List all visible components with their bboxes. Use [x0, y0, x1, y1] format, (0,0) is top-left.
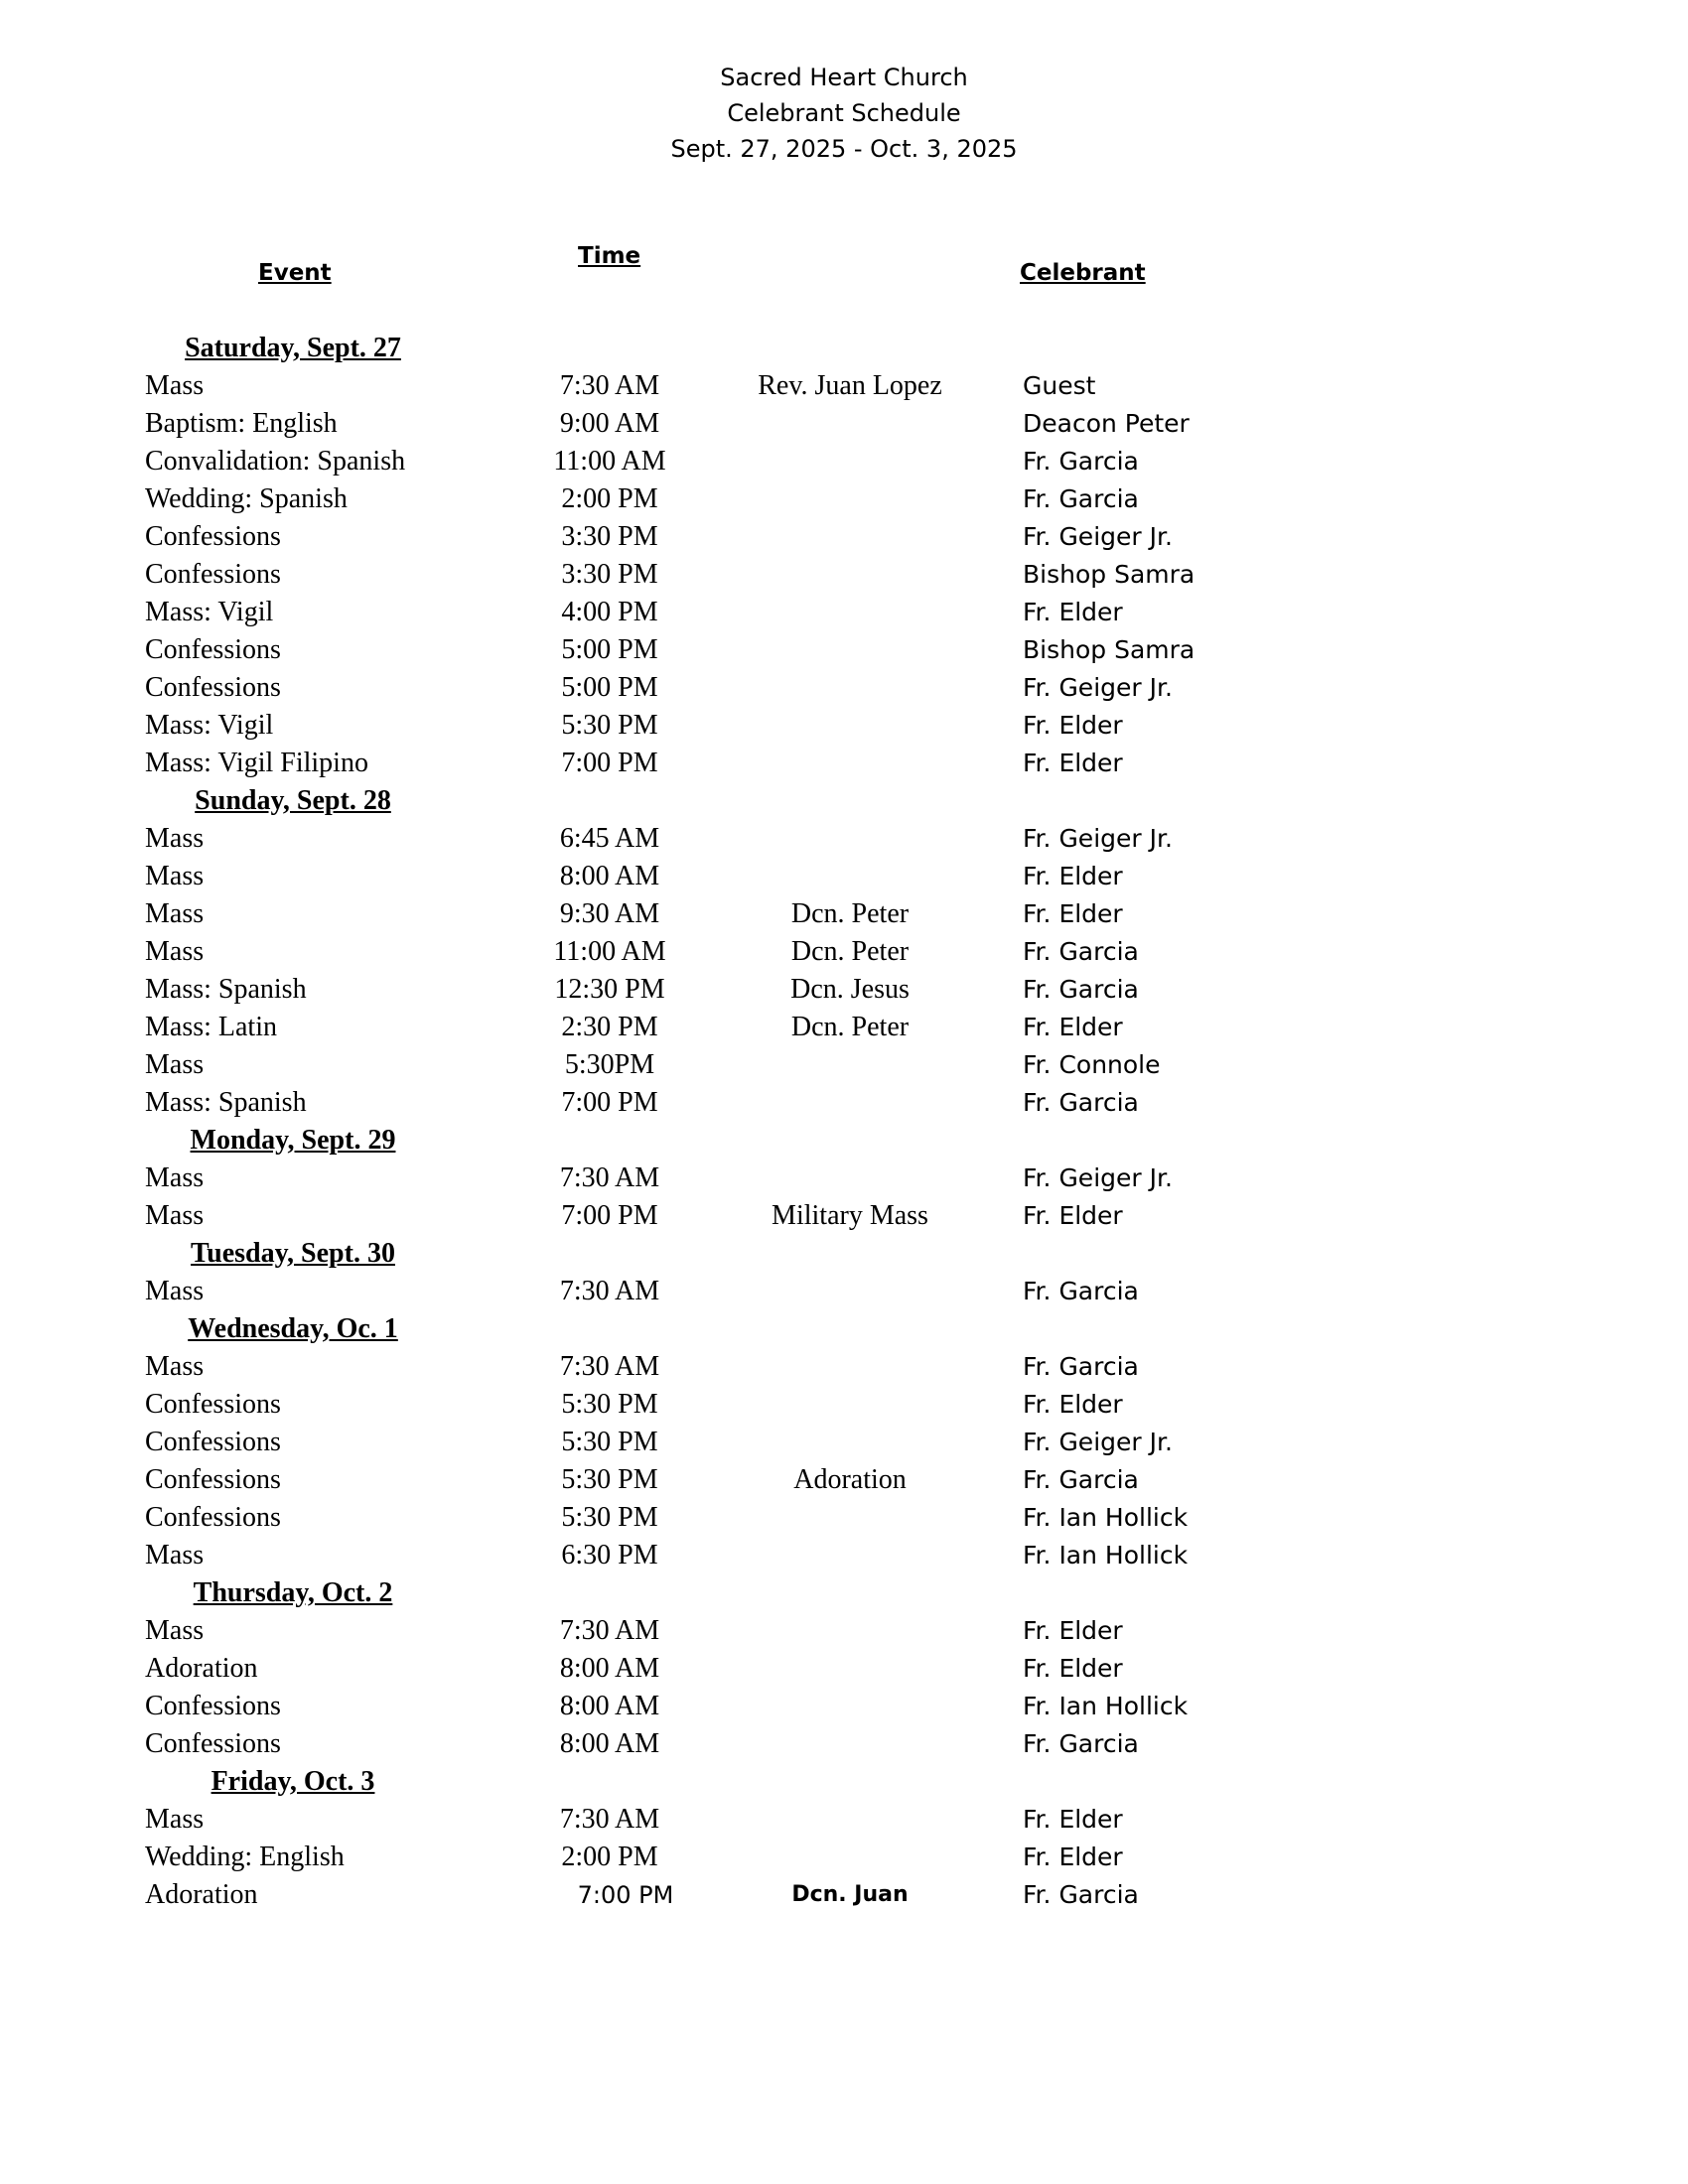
time-text: 6:45 AM [559, 823, 660, 854]
time-text: 7:00 PM [561, 1087, 658, 1118]
event-cell: Mass [145, 1276, 205, 1306]
event-cell: Mass: Latin [145, 1012, 277, 1042]
day-heading: Wednesday, Oc. 1 [188, 1313, 398, 1344]
schedule-row [0, 1273, 1688, 1310]
event-cell: Mass [145, 1049, 205, 1080]
celebrant-cell: Fr. Garcia [1023, 447, 1139, 476]
celebrant-cell: Fr. Geiger Jr. [1023, 673, 1173, 702]
event-cell: Confessions [145, 521, 281, 552]
event-cell: Mass: Spanish [145, 974, 307, 1005]
time-text: 6:30 PM [561, 1540, 658, 1570]
event-cell: Mass [145, 1162, 205, 1193]
celebrant-cell: Fr. Ian Hollick [1023, 1503, 1189, 1532]
time-text: 7:30 AM [559, 1276, 660, 1306]
time-text: 3:30 PM [561, 559, 658, 590]
schedule-row [0, 556, 1688, 594]
celebrant-cell: Fr. Elder [1023, 1805, 1123, 1834]
celebrant-cell: Fr. Elder [1023, 1013, 1123, 1041]
time-text: 7:30 AM [559, 1615, 660, 1646]
celebrant-cell: Fr. Elder [1023, 1654, 1123, 1683]
event-cell: Mass: Vigil [145, 710, 274, 741]
time-text: 3:30 PM [561, 521, 658, 552]
time-text: 8:00 AM [559, 1728, 660, 1759]
celebrant-cell: Fr. Elder [1023, 1616, 1123, 1645]
celebrant-cell: Bishop Samra [1023, 635, 1196, 664]
event-cell: Confessions [145, 1464, 281, 1495]
time-text: 11:00 AM [553, 446, 666, 477]
schedule-row [0, 1009, 1688, 1046]
event-cell: Confessions [145, 559, 281, 590]
schedule-row [0, 405, 1688, 443]
schedule-row [0, 745, 1688, 782]
celebrant-cell: Fr. Garcia [1023, 975, 1139, 1004]
schedule-row [0, 1160, 1688, 1197]
day-heading-row [0, 1763, 1688, 1801]
schedule-row [0, 971, 1688, 1009]
schedule-row [0, 594, 1688, 631]
note-text: Military Mass [772, 1200, 928, 1231]
time-text: 9:30 AM [559, 898, 660, 929]
celebrant-cell: Fr. Geiger Jr. [1023, 824, 1173, 853]
celebrant-cell: Fr. Garcia [1023, 1088, 1139, 1117]
time-text: 7:30 AM [559, 370, 660, 401]
note-text: Dcn. Peter [790, 936, 910, 967]
event-cell: Wedding: English [145, 1842, 345, 1872]
schedule-row [0, 443, 1688, 480]
event-cell: Wedding: Spanish [145, 483, 348, 514]
schedule-row [0, 1424, 1688, 1461]
day-heading-row [0, 1310, 1688, 1348]
note-text: Dcn. Peter [790, 898, 910, 929]
schedule-row [0, 1084, 1688, 1122]
schedule-row [0, 1876, 1688, 1914]
time-text: 8:00 AM [559, 861, 660, 891]
event-cell: Baptism: English [145, 408, 338, 439]
event-cell: Mass: Vigil [145, 597, 274, 627]
day-heading-row [0, 1122, 1688, 1160]
time-text: 8:00 AM [559, 1653, 660, 1684]
celebrant-cell: Fr. Elder [1023, 1843, 1123, 1871]
day-heading: Friday, Oct. 3 [211, 1766, 375, 1797]
schedule-row [0, 707, 1688, 745]
time-text: 5:30 PM [561, 1502, 658, 1533]
schedule-row [0, 858, 1688, 895]
schedule-title: Celebrant Schedule [727, 99, 961, 127]
event-cell: Mass [145, 936, 205, 967]
event-cell: Confessions [145, 1389, 281, 1420]
celebrant-cell: Fr. Geiger Jr. [1023, 1428, 1173, 1456]
schedule-row [0, 1612, 1688, 1650]
schedule-row [0, 367, 1688, 405]
schedule-row [0, 1801, 1688, 1839]
event-cell: Mass [145, 370, 205, 401]
schedule-row [0, 1650, 1688, 1688]
time-text: 7:30 AM [559, 1804, 660, 1835]
time-text: 2:30 PM [561, 1012, 658, 1042]
celebrant-cell: Fr. Elder [1023, 862, 1123, 890]
celebrant-cell: Fr. Geiger Jr. [1023, 522, 1173, 551]
event-cell: Convalidation: Spanish [145, 446, 406, 477]
time-text: 2:00 PM [561, 1842, 658, 1872]
celebrant-cell: Bishop Samra [1023, 560, 1196, 589]
celebrant-cell: Deacon Peter [1023, 409, 1190, 438]
column-header-time: Time [578, 243, 641, 269]
celebrant-cell: Fr. Ian Hollick [1023, 1692, 1189, 1720]
day-heading: Thursday, Oct. 2 [193, 1577, 393, 1608]
event-cell: Mass [145, 861, 205, 891]
schedule-row [0, 820, 1688, 858]
note-text: Dcn. Juan [791, 1882, 909, 1907]
celebrant-cell: Fr. Connole [1023, 1050, 1161, 1079]
time-text: 7:00 PM [577, 1881, 674, 1909]
day-heading: Tuesday, Sept. 30 [191, 1238, 395, 1269]
day-heading: Saturday, Sept. 27 [185, 333, 401, 363]
event-cell: Mass [145, 1351, 205, 1382]
time-text: 5:30 PM [561, 710, 658, 741]
celebrant-cell: Fr. Garcia [1023, 1880, 1139, 1909]
schedule-row [0, 895, 1688, 933]
schedule-row [0, 1461, 1688, 1499]
day-heading: Sunday, Sept. 28 [195, 785, 391, 816]
time-text: 5:30 PM [561, 1427, 658, 1457]
event-cell: Mass [145, 1540, 205, 1570]
church-name: Sacred Heart Church [720, 64, 968, 91]
event-cell: Mass [145, 1615, 205, 1646]
note-text: Dcn. Peter [790, 1012, 910, 1042]
note-text: Rev. Juan Lopez [758, 370, 942, 401]
event-cell: Confessions [145, 672, 281, 703]
schedule-row [0, 1386, 1688, 1424]
celebrant-cell: Fr. Garcia [1023, 1352, 1139, 1381]
celebrant-cell: Fr. Garcia [1023, 937, 1139, 966]
event-cell: Mass [145, 823, 205, 854]
time-text: 8:00 AM [559, 1691, 660, 1721]
celebrant-cell: Fr. Geiger Jr. [1023, 1163, 1173, 1192]
schedule-row [0, 1537, 1688, 1574]
schedule-row [0, 1688, 1688, 1725]
day-heading-row [0, 1235, 1688, 1273]
celebrant-cell: Fr. Garcia [1023, 1277, 1139, 1305]
day-heading: Monday, Sept. 29 [190, 1125, 396, 1156]
celebrant-cell: Fr. Elder [1023, 899, 1123, 928]
event-cell: Mass [145, 1804, 205, 1835]
time-text: 7:30 AM [559, 1162, 660, 1193]
time-text: 5:30PM [564, 1049, 655, 1080]
event-cell: Adoration [145, 1653, 258, 1684]
note-text: Dcn. Jesus [790, 974, 910, 1005]
schedule-row [0, 1499, 1688, 1537]
time-text: 5:00 PM [561, 634, 658, 665]
schedule-row [0, 1725, 1688, 1763]
column-header-celebrant: Celebrant [1020, 260, 1146, 286]
day-heading-row [0, 782, 1688, 820]
celebrant-cell: Fr. Elder [1023, 749, 1123, 777]
time-text: 12:30 PM [554, 974, 665, 1005]
time-text: 11:00 AM [553, 936, 666, 967]
time-text: 7:30 AM [559, 1351, 660, 1382]
day-heading-row [0, 330, 1688, 367]
celebrant-cell: Fr. Garcia [1023, 1465, 1139, 1494]
celebrant-cell: Fr. Garcia [1023, 484, 1139, 513]
celebrant-cell: Fr. Elder [1023, 598, 1123, 626]
schedule-row [0, 1839, 1688, 1876]
schedule-row [0, 669, 1688, 707]
event-cell: Mass [145, 898, 205, 929]
time-text: 7:00 PM [561, 1200, 658, 1231]
time-text: 5:00 PM [561, 672, 658, 703]
celebrant-cell: Fr. Garcia [1023, 1729, 1139, 1758]
schedule-row [0, 933, 1688, 971]
event-cell: Confessions [145, 1691, 281, 1721]
schedule-row [0, 1348, 1688, 1386]
event-cell: Confessions [145, 634, 281, 665]
event-cell: Confessions [145, 1728, 281, 1759]
time-text: 9:00 AM [559, 408, 660, 439]
schedule-row [0, 480, 1688, 518]
time-text: 2:00 PM [561, 483, 658, 514]
time-text: 7:00 PM [561, 748, 658, 778]
time-text: 4:00 PM [561, 597, 658, 627]
schedule-row [0, 1197, 1688, 1235]
event-cell: Confessions [145, 1502, 281, 1533]
event-cell: Adoration [145, 1879, 258, 1910]
time-text: 5:30 PM [561, 1389, 658, 1420]
celebrant-cell: Fr. Elder [1023, 711, 1123, 740]
celebrant-cell: Fr. Ian Hollick [1023, 1541, 1189, 1570]
schedule-row [0, 631, 1688, 669]
day-heading-row [0, 1574, 1688, 1612]
celebrant-cell: Fr. Elder [1023, 1390, 1123, 1419]
column-header-event: Event [258, 260, 332, 286]
date-range: Sept. 27, 2025 - Oct. 3, 2025 [670, 135, 1018, 163]
schedule-row [0, 1046, 1688, 1084]
event-cell: Confessions [145, 1427, 281, 1457]
event-cell: Mass: Spanish [145, 1087, 307, 1118]
celebrant-cell: Fr. Elder [1023, 1201, 1123, 1230]
event-cell: Mass [145, 1200, 205, 1231]
schedule-row [0, 518, 1688, 556]
celebrant-cell: Guest [1023, 371, 1096, 400]
time-text: 5:30 PM [561, 1464, 658, 1495]
event-cell: Mass: Vigil Filipino [145, 748, 368, 778]
document-title-block [0, 60, 1688, 167]
note-text: Adoration [793, 1464, 907, 1495]
